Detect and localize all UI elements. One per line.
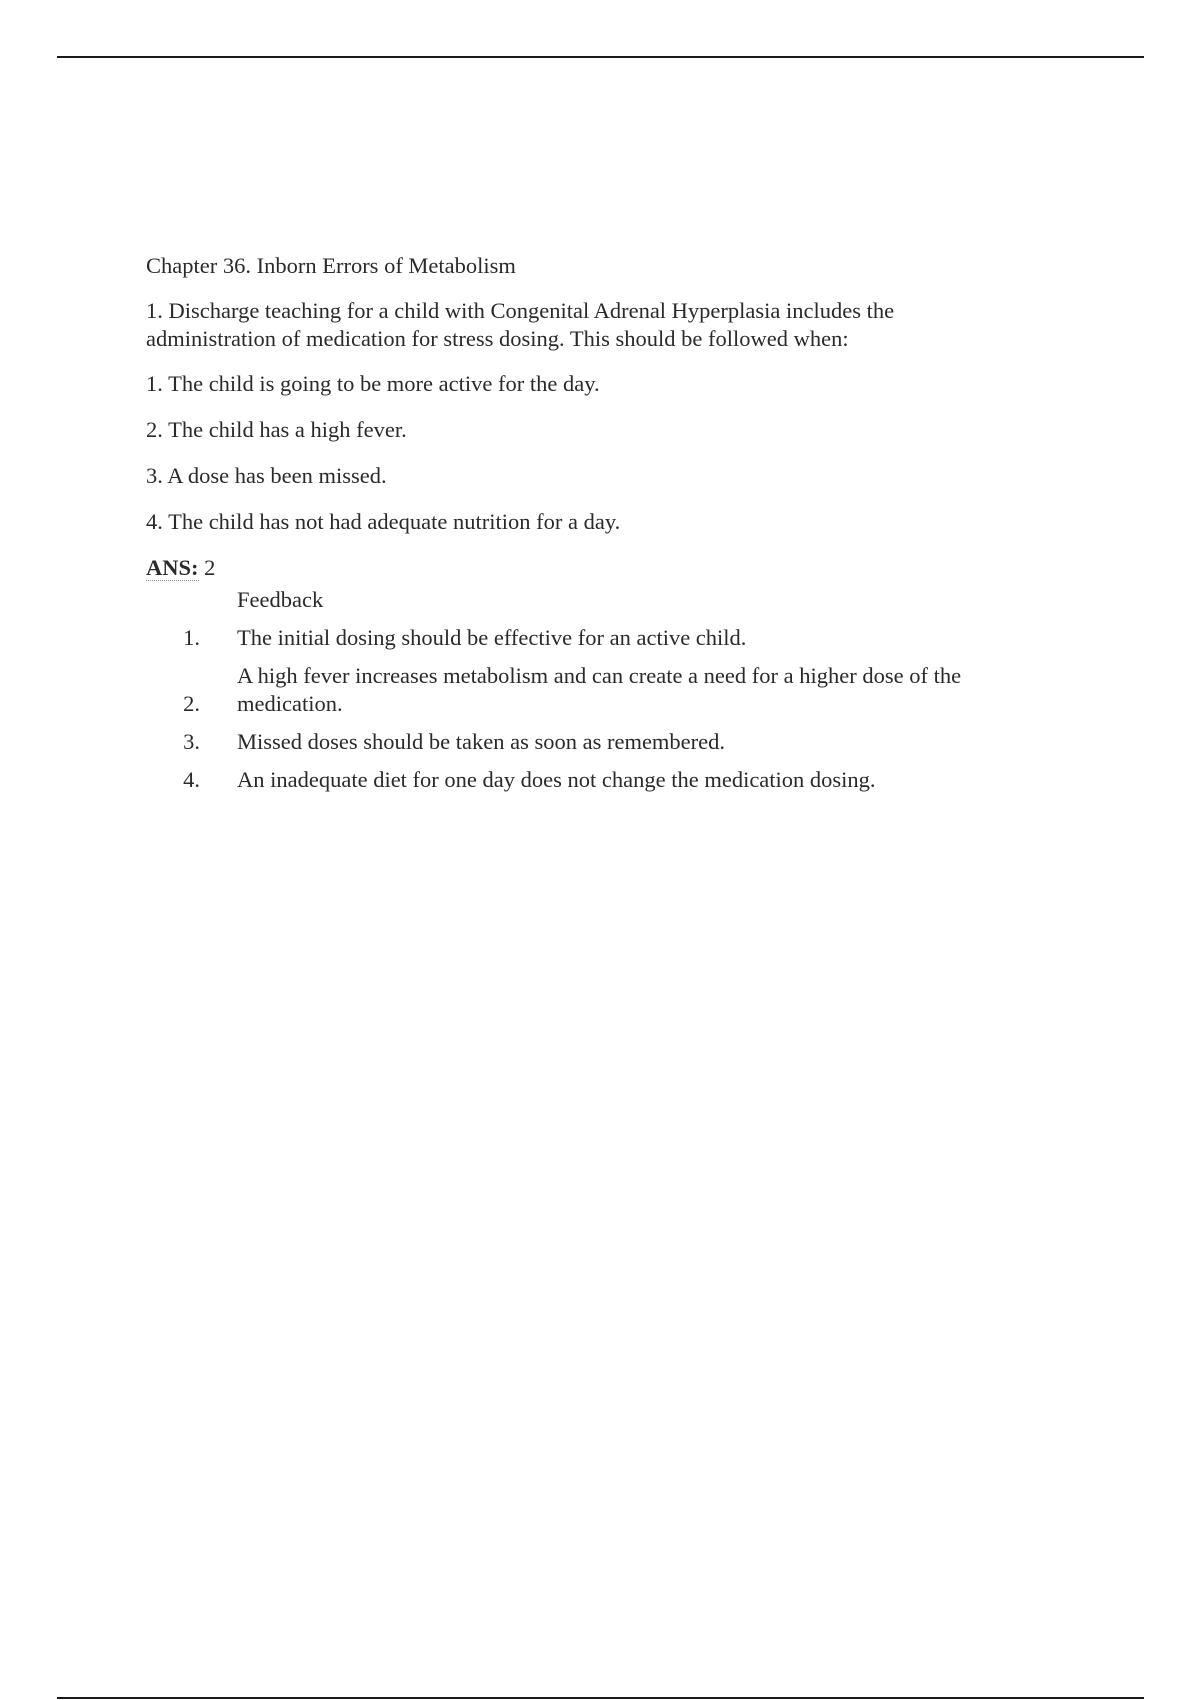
feedback-text: A high fever increases metabolism and can create a need for a higher dose of the medication.	[237, 663, 962, 716]
bottom-rule	[57, 1697, 1144, 1699]
feedback-table	[146, 586, 1057, 804]
feedback-text: An inadequate diet for one day does not change the medication dosing.	[237, 767, 876, 792]
feedback-text: The initial dosing should be effective for an active child.	[237, 625, 747, 650]
feedback-row	[146, 624, 1057, 662]
feedback-number: 3.	[183, 729, 200, 754]
feedback-number: 4.	[183, 767, 200, 792]
feedback-header-spacer	[146, 586, 237, 624]
feedback-row	[146, 662, 1057, 728]
answer-option: 4. The child has not had adequate nutrition for a day.	[146, 509, 621, 534]
answer-option: 1. The child is going to be more active for the day.	[146, 371, 600, 396]
feedback-number: 2.	[183, 691, 200, 716]
feedback-header: Feedback	[237, 587, 324, 612]
top-rule	[57, 56, 1144, 58]
question-text: 1. Discharge teaching for a child with Congenital Adrenal Hyperplasia includes the administration of medication for stress dosing. This should be followed when:	[146, 298, 895, 351]
answer-option: 3. A dose has been missed.	[146, 463, 387, 488]
answer-label: ANS:	[146, 555, 199, 580]
feedback-row	[146, 728, 1057, 766]
answer-value: 2	[204, 555, 216, 580]
chapter-title: Chapter 36. Inborn Errors of Metabolism	[146, 253, 516, 278]
feedback-text: Missed doses should be taken as soon as remembered.	[237, 729, 726, 754]
answer-line	[146, 554, 1066, 582]
feedback-number: 1.	[183, 625, 200, 650]
feedback-header-row	[146, 586, 1057, 624]
feedback-row	[146, 766, 1057, 804]
document-content	[146, 252, 1066, 804]
answer-option: 2. The child has a high fever.	[146, 417, 407, 442]
